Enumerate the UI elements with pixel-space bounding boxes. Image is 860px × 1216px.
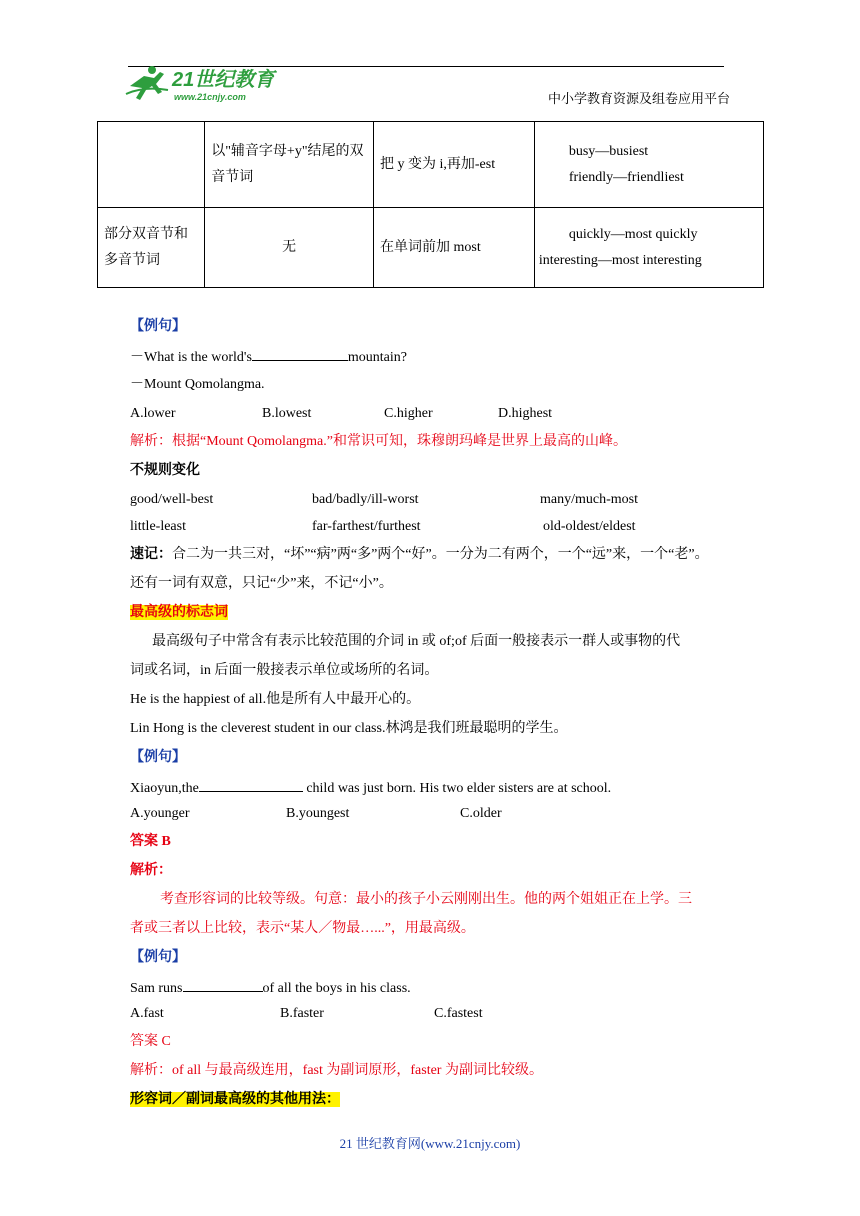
table-cell: 无 (205, 208, 374, 288)
section-title (130, 1090, 340, 1110)
answer-blank (183, 977, 263, 992)
option: B.faster (280, 1006, 324, 1021)
answer-line: －Mount Qomolangma. (130, 377, 265, 392)
example-tag: 【例句】 (130, 950, 186, 965)
question-line (130, 977, 411, 999)
option: D.highest (498, 406, 553, 421)
answer-blank (252, 346, 348, 361)
question-text: mountain? (347, 350, 408, 365)
question-line (130, 346, 407, 368)
example-tag: 【例句】 (130, 750, 186, 765)
example-word: interesting—most interesting (538, 252, 702, 268)
example-word: busy—busiest (568, 143, 649, 159)
option: A.younger (130, 806, 190, 821)
table-cell: 在单词前加 most (374, 208, 535, 288)
comparison-rule-table (97, 121, 764, 288)
svg-text:21世纪教育: 21世纪教育 (172, 69, 275, 91)
question-text: child was just born. His two elder sisters are at school. (302, 781, 612, 796)
option: A.fast (130, 1006, 164, 1021)
runner-icon (126, 66, 168, 100)
analysis-text: 者或三者以上比较，表示“某人／物最…...”，用最高级。 (130, 921, 475, 936)
irregular-form: little-least (130, 519, 186, 534)
page-footer: 21 世纪教育网(www.21cnjy.com) (339, 1136, 521, 1151)
example-word: quickly—most quickly (568, 226, 698, 242)
table-row (98, 122, 764, 208)
question-text: Sam runs (130, 981, 183, 996)
question-text: Xiaoyun,the (130, 781, 199, 796)
option: C.higher (384, 406, 433, 421)
irregular-form: old-oldest/eldest (543, 519, 636, 534)
analysis-text: 解析：根据“Mount Qomolangma.”和常识可知，珠穆朗玛峰是世界上最高的山峰。 (130, 434, 627, 449)
section-title-text: 形容词／副词最高级的其他用法： (130, 1092, 340, 1107)
paragraph: 词或名词，in 后面一般接表示单位或场所的名词。 (130, 663, 439, 678)
section-title (130, 603, 228, 623)
option: C.fastest (434, 1006, 483, 1021)
question-text: of all the boys in his class. (262, 981, 411, 996)
example-tag: 【例句】 (130, 319, 186, 334)
irregular-form: far-farthest/furthest (312, 519, 421, 534)
analysis-text: 考查形容词的比较等级。句意：最小的孩子小云刚刚出生。他的两个姐姐正在上学。三 (160, 892, 692, 907)
irregular-form: bad/badly/ill-worst (312, 492, 419, 507)
svg-text:www.21cnjy.com: www.21cnjy.com (174, 92, 246, 102)
table-cell: 以"辅音字母+y"结尾的双音节词 (205, 122, 374, 208)
memo-text: 还有一词有双意，只记“少”来，不记“小”。 (130, 576, 393, 591)
option: A.lower (130, 406, 176, 421)
question-text: －What is the world's (130, 350, 252, 365)
table-row (98, 208, 764, 288)
option: B.lowest (262, 406, 312, 421)
paragraph: 最高级句子中常含有表示比较范围的介词 in 或 of;of 后面一般接表示一群人或事物的代 (152, 634, 681, 649)
answer-blank (199, 777, 303, 792)
example-word: friendly—friendliest (568, 169, 684, 185)
header-platform-text: 中小学教育资源及组卷应用平台 (547, 92, 730, 107)
option: C.older (460, 806, 502, 821)
example-sentence: He is the happiest of all.他是所有人中最开心的。 (130, 692, 421, 707)
section-title-text: 最高级的标志词 (130, 605, 228, 620)
memo-line (130, 545, 709, 565)
table-cell (534, 122, 763, 208)
site-logo (124, 64, 294, 104)
irregular-form: many/much-most (540, 492, 638, 507)
example-sentence: Lin Hong is the cleverest student in our class.林鸿是我们班最聪明的学生。 (130, 721, 568, 736)
table-cell (98, 122, 205, 208)
table-cell (534, 208, 763, 288)
memo-label: 速记： (130, 547, 172, 562)
section-title: 不规则变化 (130, 463, 200, 478)
option: B.youngest (286, 806, 350, 821)
table-cell: 部分双音节和多音节词 (98, 208, 205, 288)
analysis-text: 解析：of all 与最高级连用，fast 为副词原形，faster 为副词比较级。 (130, 1063, 543, 1078)
irregular-form: good/well-best (130, 492, 214, 507)
analysis-label: 解析： (130, 863, 172, 878)
question-line (130, 777, 611, 799)
table-cell: 把 y 变为 i,再加-est (374, 122, 535, 208)
answer-text: 答案 B (130, 834, 171, 849)
answer-text: 答案 C (130, 1034, 171, 1049)
memo-text: 合二为一共三对，“坏”“病”两“多”两个“好”。一分为二有两个，一个“远”来，一个“老”。 (172, 547, 709, 562)
